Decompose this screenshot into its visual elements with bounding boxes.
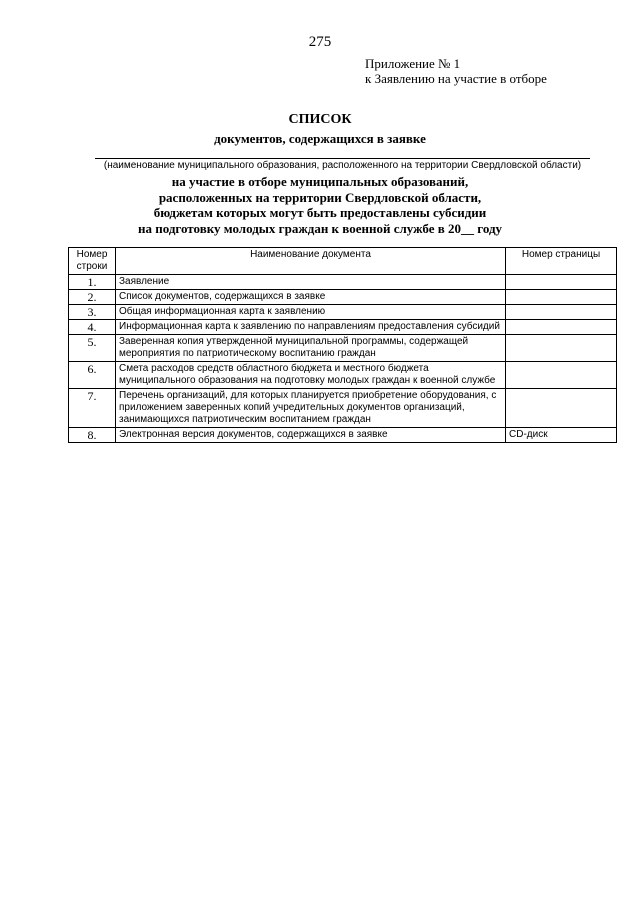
table-row — [69, 305, 617, 320]
row-number: 3. — [69, 305, 116, 320]
page-number-cell — [506, 389, 617, 428]
table-row — [69, 335, 617, 362]
purpose-line: расположенных на территории Свердловской области, — [158, 189, 482, 205]
page-number-cell — [506, 275, 617, 290]
row-number: 4. — [69, 320, 116, 335]
document-name: Смета расходов средств областного бюджета и местного бюджета муниципального образования на подготовку молодых граждан к военной службе — [116, 362, 506, 389]
fill-in-line — [95, 158, 590, 159]
table-row — [69, 428, 617, 443]
page-number-cell — [506, 335, 617, 362]
document-name: Список документов, содержащихся в заявке — [116, 290, 506, 305]
row-number: 8. — [69, 428, 116, 443]
table-row — [69, 320, 617, 335]
appendix-line-1: Приложение № 1 — [365, 56, 461, 71]
document-name: Заверенная копия утвержденной муниципальной программы, содержащей мероприятия по патриотическому воспитанию граждан — [116, 335, 506, 362]
appendix-line-2: к Заявлению на участие в отборе — [365, 71, 547, 86]
purpose-line: на участие в отборе муниципальных образований, — [171, 174, 469, 189]
document-name: Электронная версия документов, содержащихся в заявке — [116, 428, 506, 443]
fill-in-caption: (наименование муниципального образования, расположенного на территории Свердловской области) — [103, 160, 582, 171]
table-row — [69, 275, 617, 290]
document-name: Информационная карта к заявлению по направлениям предоставления субсидий — [116, 320, 506, 335]
page-number-cell — [506, 362, 617, 389]
table-row — [69, 362, 617, 389]
document-subtitle: документов, содержащихся в заявке — [214, 131, 426, 146]
document-purpose — [0, 174, 640, 236]
header-document-name: Наименование документа — [116, 248, 506, 275]
page-number-cell — [506, 305, 617, 320]
row-number: 1. — [69, 275, 116, 290]
purpose-line: бюджетам которых могут быть предоставлены субсидии — [153, 205, 487, 220]
page-number-cell: CD-диск — [506, 428, 617, 443]
header-row-number-line-2: строки — [76, 261, 108, 272]
header-page-number: Номер страницы — [506, 248, 617, 275]
table-header-row — [69, 248, 617, 275]
page-number: 275 — [308, 34, 332, 50]
document-name: Общая информационная карта к заявлению — [116, 305, 506, 320]
page-number-cell — [506, 290, 617, 305]
purpose-line: на подготовку молодых граждан к военной службе в 20__ году — [137, 220, 503, 236]
header-row-number — [69, 248, 116, 275]
row-number: 5. — [69, 335, 116, 362]
document-name: Заявление — [116, 275, 506, 290]
documents-table — [68, 247, 617, 443]
header-row-number-line-1: Номер — [76, 249, 108, 260]
page-number-cell — [506, 320, 617, 335]
row-number: 2. — [69, 290, 116, 305]
table-row — [69, 290, 617, 305]
row-number: 7. — [69, 389, 116, 428]
table-row — [69, 389, 617, 428]
row-number: 6. — [69, 362, 116, 389]
document-name: Перечень организаций, для которых планируется приобретение оборудования, с приложением заверенных копий учредительных документов организаций, занимающихся патриотическим воспитанием граждан — [116, 389, 506, 428]
appendix-reference — [365, 56, 547, 86]
document-title: СПИСОК — [288, 112, 352, 127]
